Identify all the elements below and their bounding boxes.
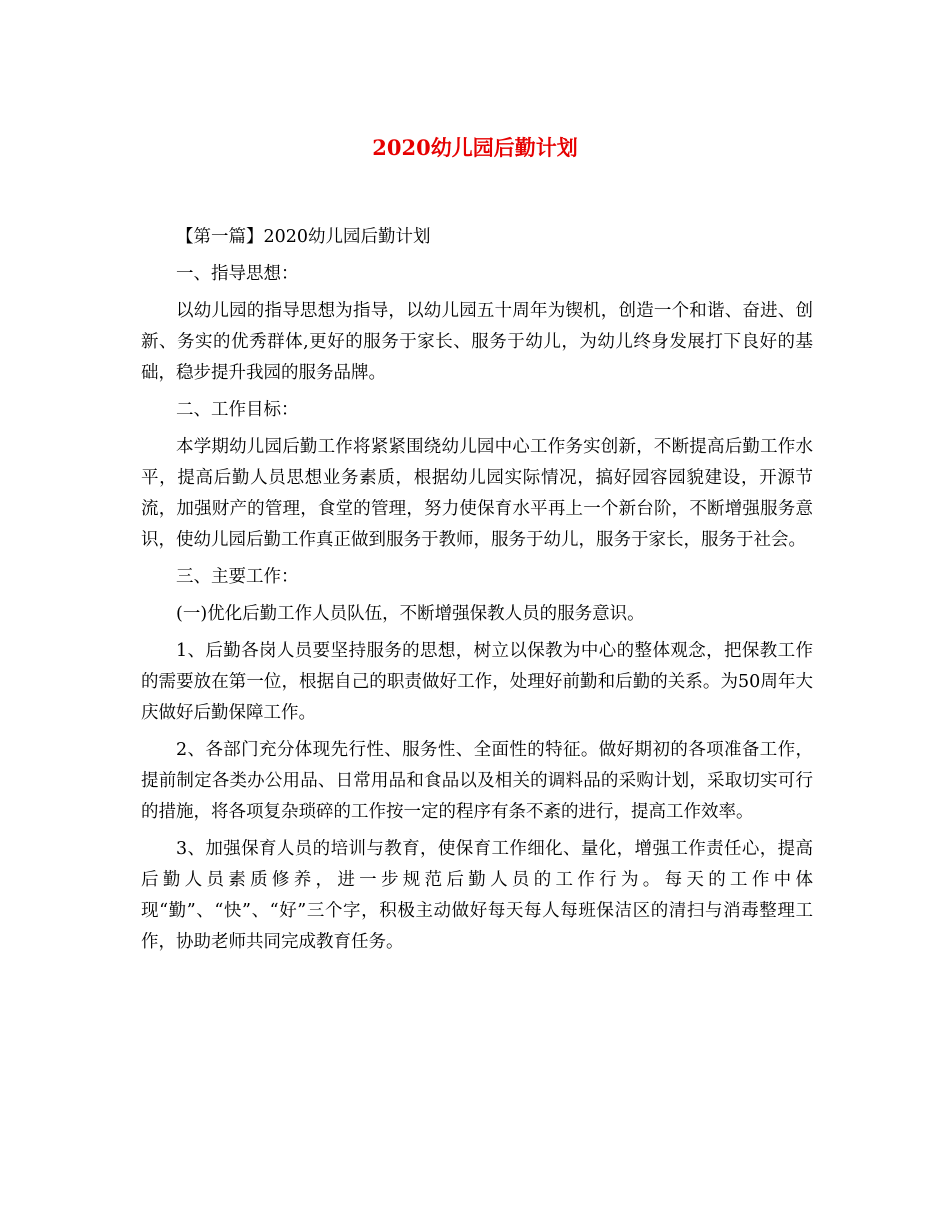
document-body [141,222,813,964]
document-title: 2020幼儿园后勤计划 [372,135,578,160]
paragraph-guiding-ideology: 以幼儿园的指导思想为指导，以幼儿园五十周年为锲机，创造一个和谐、奋进、创新、务实的优秀群体,更好的服务于家长、服务于幼儿，为幼儿终身发展打下良好的基础，稳步提升我园的服务品牌。 [141,301,813,383]
heading-guiding-ideology: 一、指导思想： [176,264,299,284]
paragraph-item-1: 1、后勤各岗人员要坚持服务的思想，树立以保教为中心的整体观念，把保教工作的需要放在第一位，根据自己的职责做好工作，处理好前勤和后勤的关系。为50周年大庆做好后勤保障工作。 [141,641,813,723]
section-heading-part-one: 【第一篇】2020幼儿园后勤计划 [176,227,431,247]
paragraph-item-2: 2、各部门充分体现先行性、服务性、全面性的特征。做好期初的各项准备工作，提前制定各类办公用品、日常用品和食品以及相关的调料品的采购计划，采取切实可行的措施，将各项复杂琐碎的工作按一定的程序有条不紊的进行，提高工作效率。 [141,740,813,822]
paragraph-item-3: 3、加强保育人员的培训与教育，使保育工作细化、量化，增强工作责任心，提高后勤人员素质修养，进一步规范后勤人员的工作行为。每天的工作中体现“勤”、“快”、“好”三个字，积极主动做好每天每人每班保洁区的清扫与消毒整理工作，协助老师共同完成教育任务。 [141,839,813,952]
paragraph-work-goals: 本学期幼儿园后勤工作将紧紧围绕幼儿园中心工作务实创新，不断提高后勤工作水平，提高后勤人员思想业务素质，根据幼儿园实际情况，搞好园容园貌建设，开源节流，加强财产的管理，食堂的管理，努力使保育水平再上一个新台阶，不断增强服务意识，使幼儿园后勤工作真正做到服务于教师，服务于幼儿，服务于家长，服务于社会。 [141,437,813,550]
heading-work-goals: 二、工作目标： [176,400,299,420]
subheading-optimize-staff: (一)优化后勤工作人员队伍，不断增强保教人员的服务意识。 [176,604,645,624]
heading-main-work: 三、主要工作： [176,567,299,587]
